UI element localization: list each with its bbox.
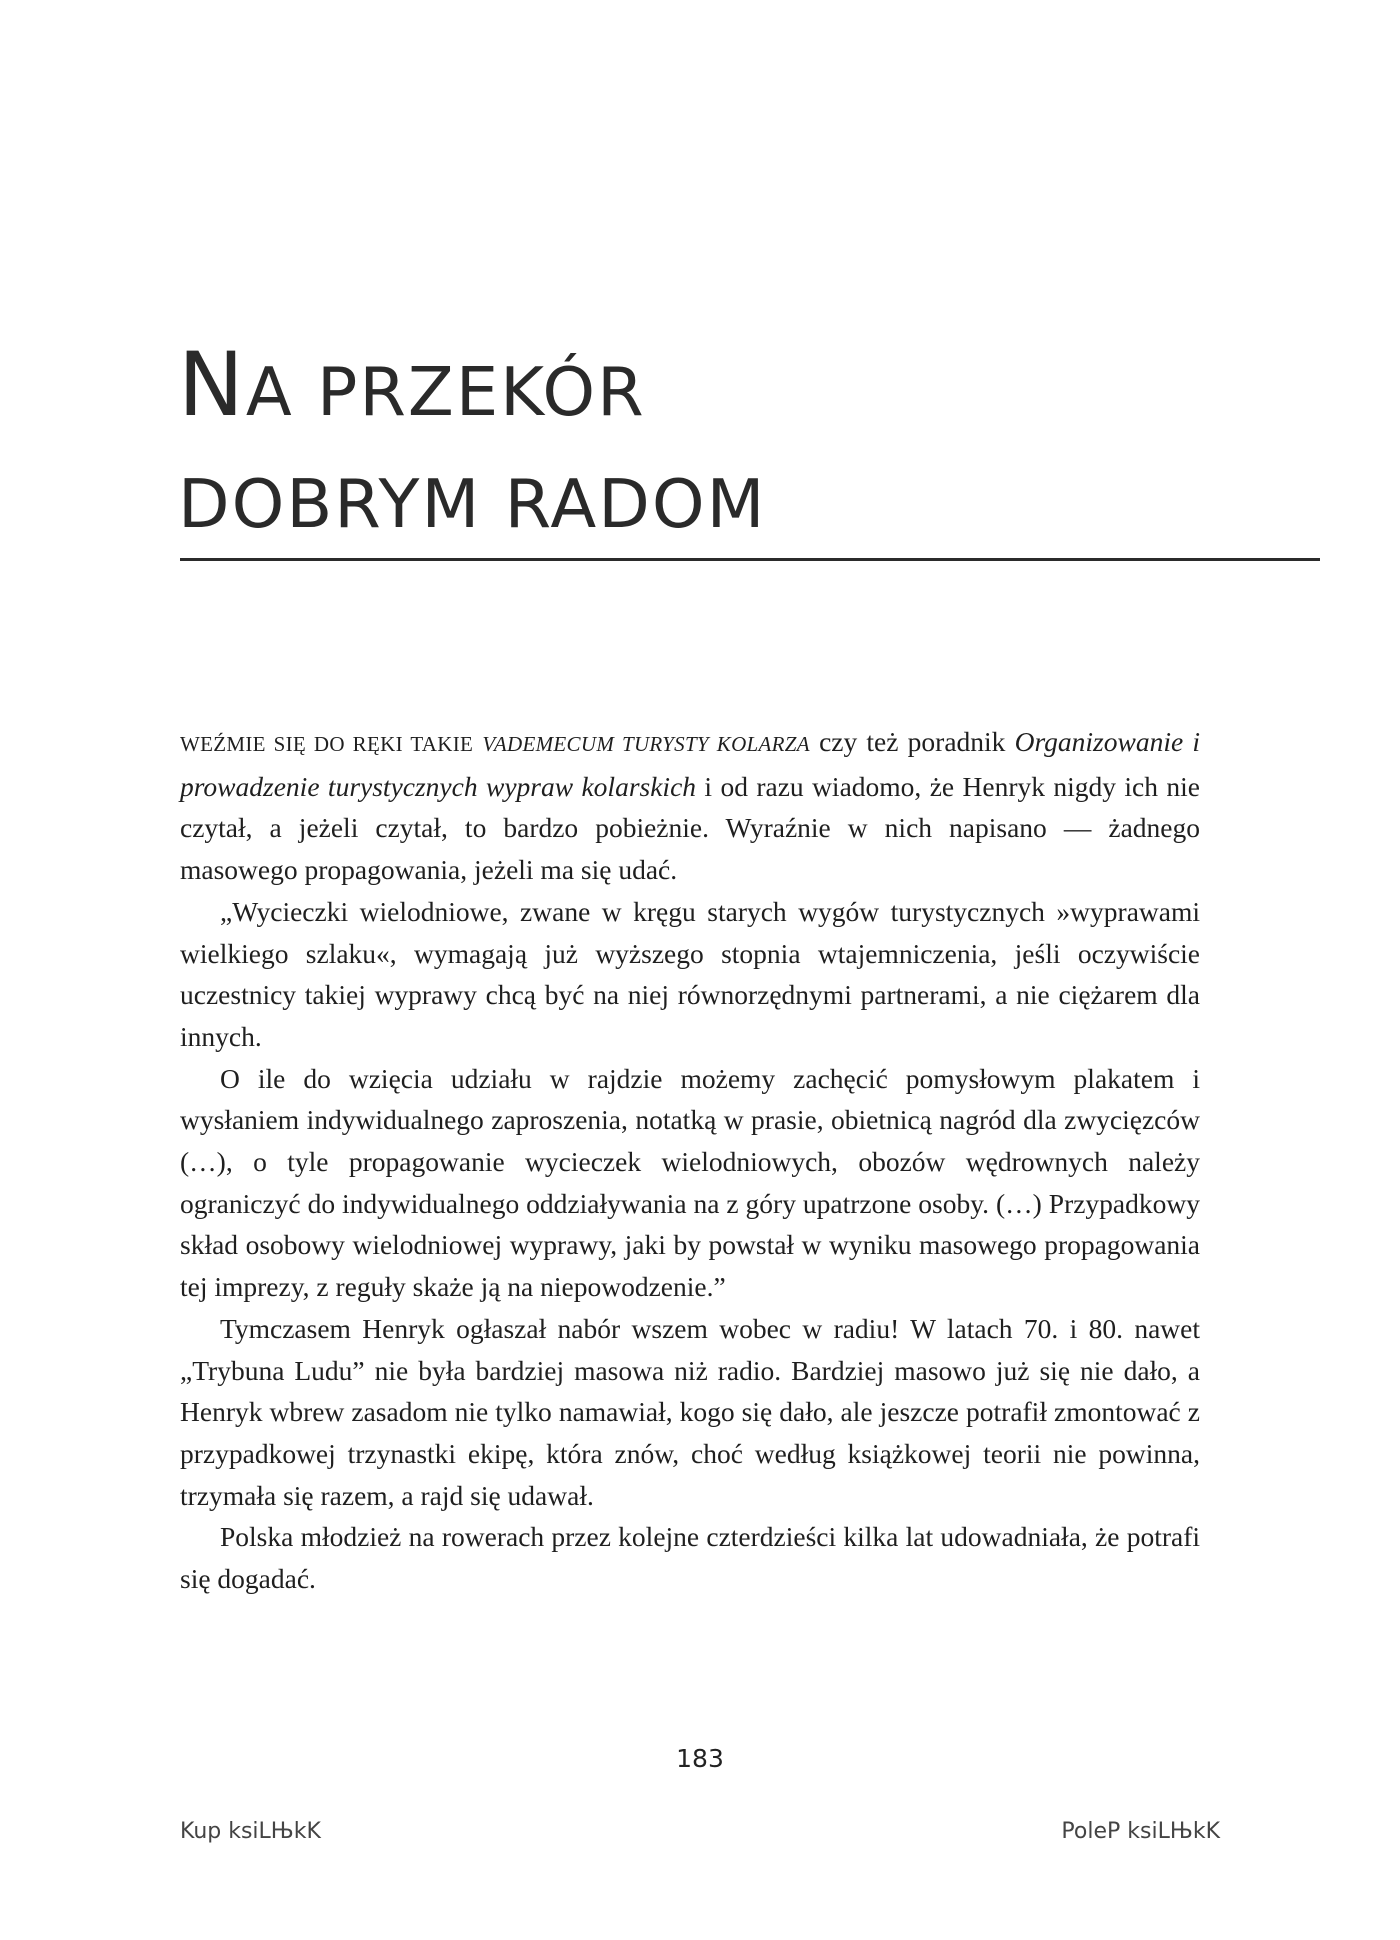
paragraph-1-text-b: i od razu wiadomo, że Henryk nigdy ich nie czytał, a jeżeli czytał, to bardzo pobieżnie. Wyraźnie w nich napisano — żadnego masowego propagowania, jeżeli ma się udać. bbox=[180, 770, 1200, 886]
footer-buy-book-link[interactable]: Kup ksiLЊkK bbox=[180, 1819, 321, 1844]
opening-small-caps: WEŹMIE SIĘ DO RĘKI TAKIE bbox=[180, 732, 474, 756]
footer-recommend-book-link[interactable]: PoleP ksiLЊkK bbox=[1061, 1819, 1220, 1844]
paragraph-1-text-a: czy też poradnik bbox=[809, 726, 1015, 757]
paragraph-4: Tymczasem Henryk ogłaszał nabór wszem wobec w radiu! W latach 70. i 80. nawet „Trybuna Ludu” nie była bardziej masowa niż radio. Bardziej masowo już się nie dało, a Henryk wbrew zasadom nie tylko namawiał, kogo się dało, ale jeszcze potrafił zmontować z przypadkowej trzynastki ekipę, która znów, choć według książkowej teorii nie powinna, trzymała się razem, a rajd się udawał. bbox=[180, 1312, 1200, 1511]
chapter-title bbox=[178, 333, 1318, 591]
book-title-organizowanie: Organizowanie i prowadzenie turystycznych wypraw kolarskich bbox=[180, 726, 1201, 802]
paragraph-2: „Wycieczki wielodniowe, zwane w kręgu starych wygów turystycznych »wyprawami wielkiego szlaku«, wymagają już wyższego stopnia wtajemniczenia, jeśli oczywiście uczestnicy takiej wyprawy chcą być na niej równorzędnymi partnerami, a nie ciężarem dla innych. bbox=[180, 895, 1200, 1052]
chapter-title-line-2: DOBRYM RADOM bbox=[178, 465, 767, 544]
paragraph-1 bbox=[180, 721, 1200, 891]
chapter-title-initial: N bbox=[178, 333, 246, 437]
chapter-title-line-1 bbox=[178, 333, 1318, 461]
page-number: 183 bbox=[676, 1744, 724, 1773]
paragraph-3: O ile do wzięcia udziału w rajdzie możemy zachęcić pomysłowym plakatem i wysłaniem indywidualnego zaproszenia, notatką w prasie, obietnicą nagród dla zwycięzców (…), o tyle propagowanie wycieczek wielodniowych, obozów wędrownych należy ograniczyć do indywidualnego oddziaływania na z góry upatrzone osoby. (…) Przypadkowy skład osobowy wielodniowej wyprawy, jaki by powstał w wyniku masowego propagowania tej imprezy, z reguły skaże ją na niepowodzenie.” bbox=[180, 1062, 1200, 1303]
paragraph-5: Polska młodzież na rowerach przez kolejne czterdzieści kilka lat udowadniała, że potrafi się dogadać. bbox=[180, 1521, 1200, 1595]
book-title-vademecum: VADEMECUM TURYSTY KOLARZA bbox=[482, 732, 810, 756]
chapter-title-line-1-rest: A PRZEKÓR bbox=[245, 353, 646, 432]
title-divider bbox=[180, 558, 1320, 561]
chapter-body bbox=[180, 721, 1200, 1600]
